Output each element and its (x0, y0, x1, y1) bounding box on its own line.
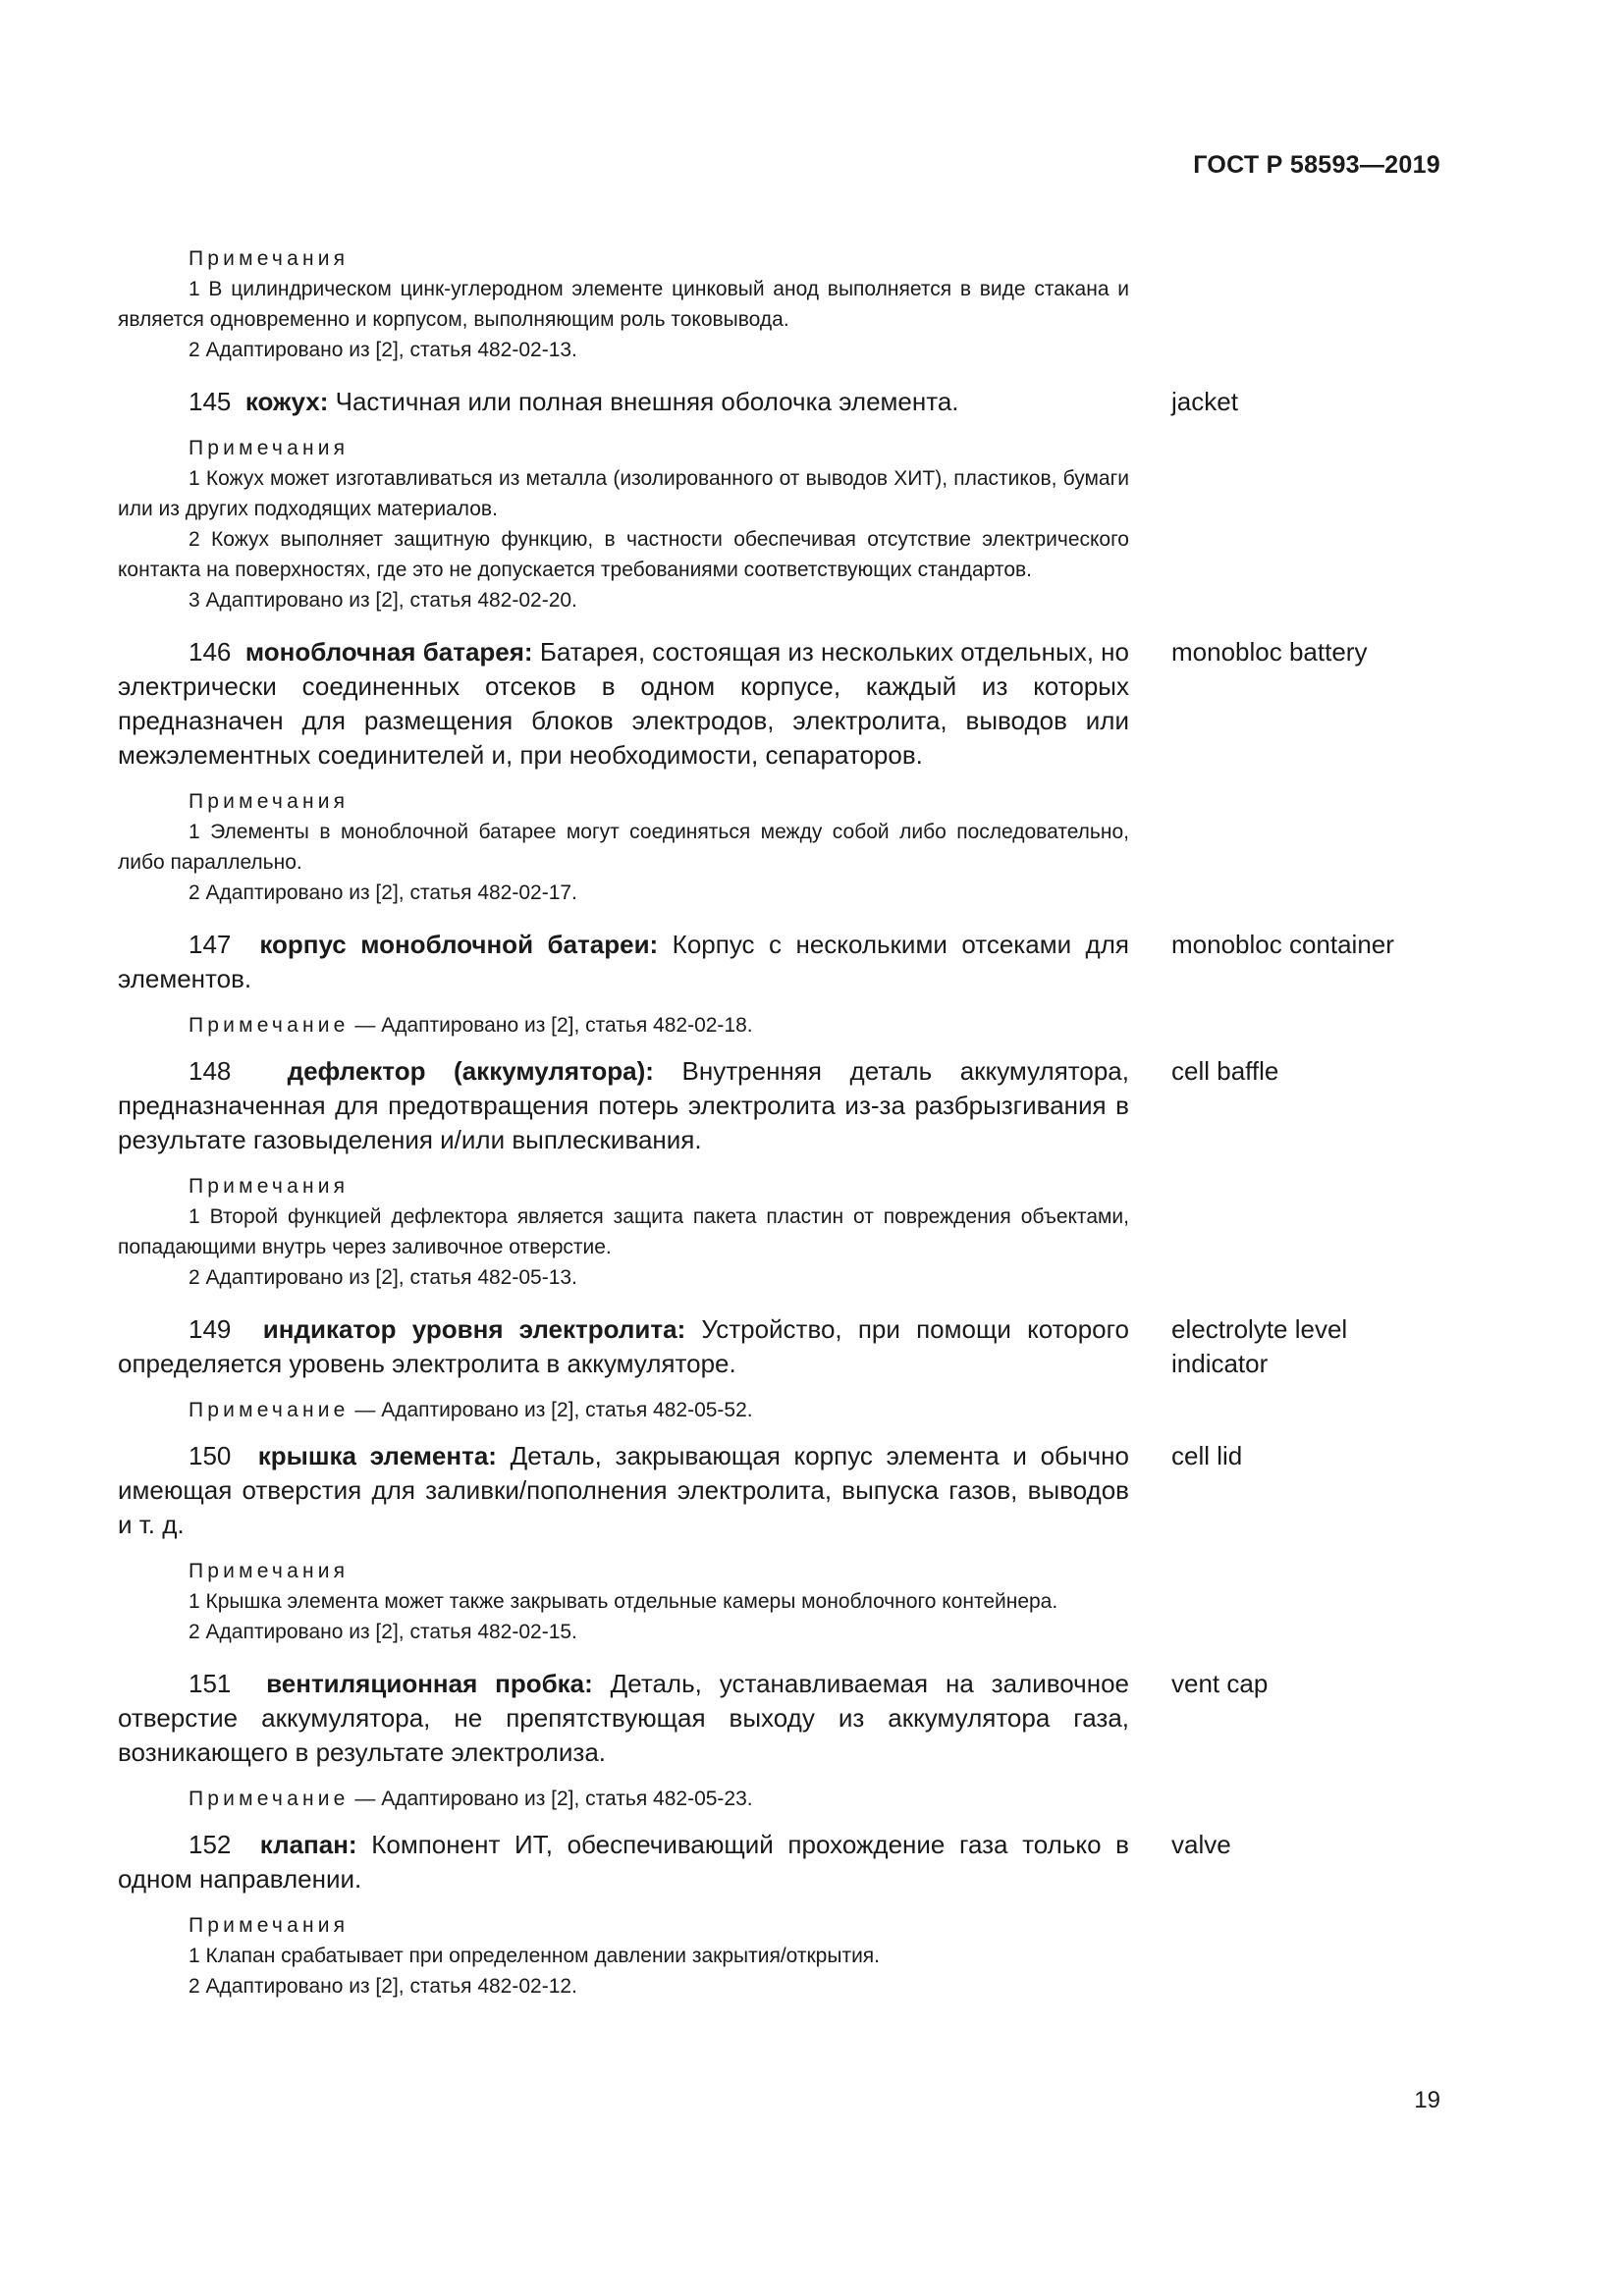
note-item: 1 Второй функцией дефлектора является защита пакета пластин от повреждения объектами, попадающими внутрь через заливочное отверстие. (118, 1205, 1129, 1258)
term-entry-150 (118, 1439, 1438, 1542)
notes-heading: Примечания (189, 1914, 350, 1937)
term-name: кожух: (244, 387, 329, 416)
term-number: 151 (189, 1669, 232, 1698)
term-number: 145 (189, 387, 232, 416)
note-label: Примечание (189, 1788, 350, 1810)
term-definition-text: Корпус с несколькими отсеками для элементов. (118, 930, 1129, 993)
note-item: 2 Адаптировано из [2], статья 482-02-13. (189, 339, 577, 361)
term-name: корпус моноблочной батареи: (259, 930, 659, 959)
term-english: cell lid (1171, 1441, 1243, 1470)
term-notes-145 (118, 433, 1129, 615)
notes-heading: Примечания (189, 1175, 350, 1198)
note-item: 1 В цилиндрическом цинк-углеродном элементе цинковый анод выполняется в виде стакана и является одновременно и корпусом, выполняющим роль токовывода. (118, 278, 1129, 331)
term-name: моноблочная батарея: (244, 637, 533, 667)
term-definition (118, 635, 1129, 773)
term-definition (118, 928, 1129, 996)
term-definition-text: Деталь, устанавливаемая на заливочное отверстие аккумулятора, не препятствующая выходу из аккумулятора газа, возникающего в результате электролиза. (118, 1669, 1129, 1767)
term-entry-152 (118, 1828, 1438, 1896)
term-definition (118, 1054, 1129, 1157)
term-number: 147 (189, 930, 232, 959)
term-note-149 (118, 1395, 1438, 1425)
note-item: 2 Адаптировано из [2], статья 482-02-15. (189, 1621, 577, 1643)
note-item: 2 Адаптировано из [2], статья 482-05-13. (189, 1266, 577, 1289)
note-item: 2 Адаптировано из [2], статья 482-02-12. (189, 1975, 577, 1998)
term-definition (118, 385, 1129, 419)
note-item: 1 Элементы в моноблочной батарее могут соединяться между собой либо последовательно, либо параллельно. (118, 821, 1129, 874)
term-english: cell baffle (1171, 1056, 1279, 1086)
term-number: 148 (189, 1056, 232, 1086)
note-item: 2 Адаптировано из [2], статья 482-02-17. (189, 881, 577, 904)
term-entry-148 (118, 1054, 1438, 1157)
term-entry-151 (118, 1667, 1438, 1770)
document-header: ГОСТ Р 58593—2019 (1193, 151, 1440, 179)
term-entry-147 (118, 928, 1438, 996)
term-definition (118, 1312, 1129, 1381)
page-number: 19 (1414, 2087, 1440, 2113)
term-number: 150 (189, 1441, 232, 1470)
term-note-151 (118, 1784, 1438, 1814)
term-notes-150 (118, 1556, 1129, 1647)
term-english: monobloc container (1171, 930, 1394, 959)
intro-notes (118, 243, 1129, 365)
term-english: monobloc battery (1171, 637, 1368, 667)
note-item: 1 Клапан срабатывает при определенном давлении закрытия/открытия. (189, 1945, 881, 1967)
notes-heading: Примечания (189, 790, 350, 813)
term-english: electrolyte level indicator (1171, 1314, 1348, 1378)
term-notes-146 (118, 786, 1129, 908)
term-definition-text: Компонент ИТ, обеспечивающий прохождение газа только в одном направлении. (118, 1830, 1129, 1894)
term-name: клапан: (259, 1830, 357, 1859)
term-english: jacket (1171, 387, 1238, 416)
notes-heading: Примечания (189, 247, 350, 270)
term-entry-149 (118, 1312, 1438, 1381)
note-item: 3 Адаптировано из [2], статья 482-02-20. (189, 589, 577, 612)
term-definition-text: Внутренняя деталь аккумулятора, предназначенная для предотвращения потерь электролита из-за разбрызгивания в результате газовыделения и/или выплескивания. (118, 1056, 1129, 1154)
term-english: valve (1171, 1830, 1231, 1859)
note-text: — Адаптировано из [2], статья 482-05-52. (349, 1399, 753, 1421)
notes-heading: Примечания (189, 437, 350, 459)
notes-heading: Примечания (189, 1560, 350, 1582)
term-definition-text: Устройство, при помощи которого определяется уровень электролита в аккумуляторе. (118, 1314, 1129, 1378)
term-name: индикатор уровня электролита: (262, 1314, 686, 1344)
note-item: 2 Кожух выполняет защитную функцию, в частности обеспечивая отсутствие электрического контакта на поверхностях, где это не допускается требованиями соответствующих стандартов. (118, 528, 1129, 581)
note-text: — Адаптировано из [2], статья 482-02-18. (349, 1014, 753, 1037)
term-definition-text: Батарея, состоящая из нескольких отдельных, но электрически соединенных отсеков в одном корпусе, каждый из которых предназначен для размещения блоков электродов, электролита, выводов или межэлементных соединителей и, при необходимости, сепараторов. (118, 637, 1130, 770)
term-name: крышка элемента: (257, 1441, 497, 1470)
term-english: vent cap (1171, 1669, 1269, 1698)
term-name: вентиляционная пробка: (266, 1669, 593, 1698)
note-item: 1 Кожух может изготавливаться из металла (изолированного от выводов ХИТ), пластиков, бумаги или из других подходящих материалов. (118, 467, 1129, 520)
term-definition (118, 1828, 1129, 1896)
note-text: — Адаптировано из [2], статья 482-05-23. (349, 1788, 753, 1810)
term-name: дефлектор (аккумулятора): (287, 1056, 654, 1086)
term-entry-145 (118, 385, 1438, 419)
term-note-147 (118, 1010, 1438, 1041)
term-definition (118, 1667, 1129, 1770)
term-definition (118, 1439, 1129, 1542)
term-entry-146 (118, 635, 1438, 773)
term-number: 152 (189, 1830, 232, 1859)
term-number: 146 (189, 637, 232, 667)
note-item: 1 Крышка элемента может также закрывать отдельные камеры моноблочного контейнера. (189, 1590, 1058, 1613)
term-notes-148 (118, 1171, 1129, 1293)
document-body (118, 243, 1438, 2021)
term-notes-152 (118, 1910, 1129, 2002)
note-label: Примечание (189, 1014, 350, 1037)
term-definition-text: Деталь, закрывающая корпус элемента и обычно имеющая отверстия для заливки/пополнения электролита, выпуска газов, выводов и т. д. (118, 1441, 1129, 1539)
note-label: Примечание (189, 1399, 350, 1421)
term-definition-text: Частичная или полная внешняя оболочка элемента. (328, 387, 959, 416)
term-number: 149 (189, 1314, 232, 1344)
